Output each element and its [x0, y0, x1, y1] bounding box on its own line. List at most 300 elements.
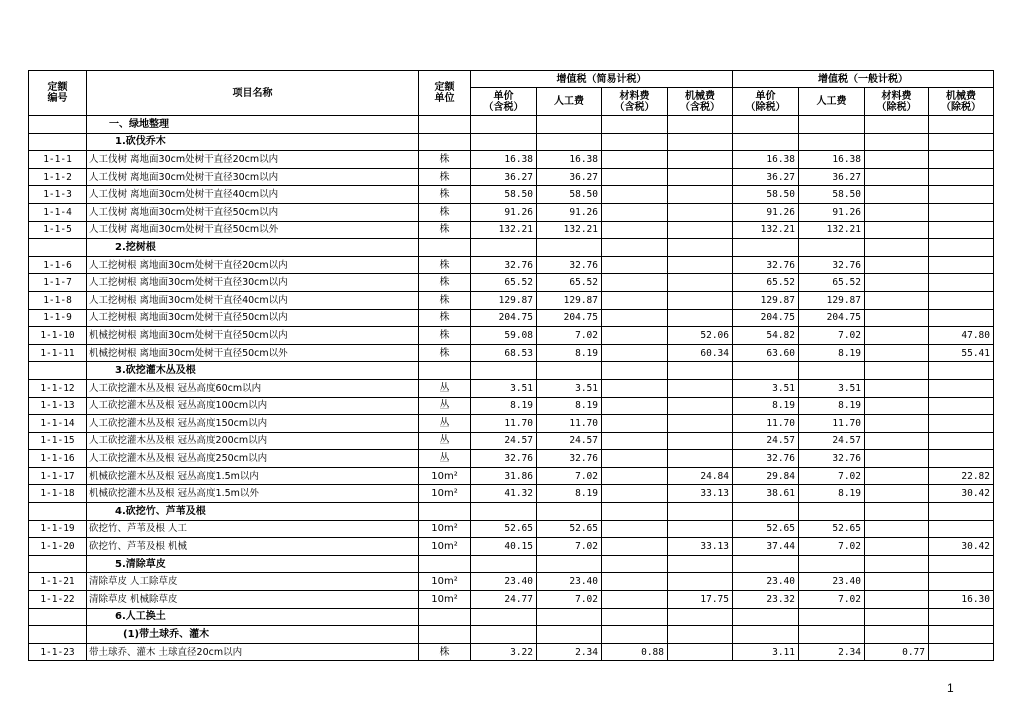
table-body — [29, 116, 994, 661]
item-name: 人工伐树 离地面30cm处树干直径50cm以外 — [87, 221, 419, 239]
value-cell — [537, 362, 602, 380]
item-name: 带土球乔、灌木 土球直径20cm以内 — [87, 643, 419, 661]
value-cell: 91.26 — [471, 203, 537, 221]
value-cell — [865, 274, 929, 292]
value-cell — [602, 186, 668, 204]
value-cell: 31.86 — [471, 467, 537, 485]
item-name: 人工挖树根 离地面30cm处树干直径50cm以内 — [87, 309, 419, 327]
quota-code: 1-1-21 — [29, 573, 87, 591]
unit-cell — [419, 626, 471, 644]
value-cell — [668, 643, 733, 661]
value-cell: 8.19 — [471, 397, 537, 415]
quota-code: 1-1-19 — [29, 520, 87, 538]
value-cell: 3.51 — [733, 379, 799, 397]
quota-unit: 10m² — [419, 467, 471, 485]
quota-unit: 丛 — [419, 397, 471, 415]
quota-unit: 株 — [419, 309, 471, 327]
table-row — [29, 485, 994, 503]
quota-code: 1-1-18 — [29, 485, 87, 503]
value-cell — [929, 239, 994, 257]
value-cell — [865, 608, 929, 626]
code-cell — [29, 503, 87, 521]
value-cell: 7.02 — [537, 538, 602, 556]
table-row — [29, 450, 994, 468]
quota-unit: 株 — [419, 168, 471, 186]
unit-cell — [419, 503, 471, 521]
value-cell: 41.32 — [471, 485, 537, 503]
value-cell: 7.02 — [799, 591, 865, 609]
value-cell: 7.02 — [537, 327, 602, 345]
value-cell — [929, 274, 994, 292]
value-cell — [602, 538, 668, 556]
quota-code: 1-1-4 — [29, 203, 87, 221]
section-row — [29, 133, 994, 151]
value-cell — [865, 555, 929, 573]
value-cell — [602, 573, 668, 591]
value-cell — [668, 379, 733, 397]
value-cell — [865, 467, 929, 485]
value-cell — [602, 291, 668, 309]
table-row — [29, 415, 994, 433]
value-cell — [865, 626, 929, 644]
value-cell: 204.75 — [733, 309, 799, 327]
value-cell: 132.21 — [733, 221, 799, 239]
value-cell — [471, 133, 537, 151]
section-row — [29, 362, 994, 380]
table-row — [29, 327, 994, 345]
value-cell — [602, 309, 668, 327]
value-cell — [668, 520, 733, 538]
value-cell — [733, 116, 799, 134]
item-name: 机械挖树根 离地面30cm处树干直径50cm以外 — [87, 344, 419, 362]
unit-cell — [419, 608, 471, 626]
general-col-header: 单价 （除税） — [733, 88, 799, 116]
quota-unit: 10m² — [419, 485, 471, 503]
table-row — [29, 203, 994, 221]
table-row — [29, 432, 994, 450]
value-cell — [865, 239, 929, 257]
value-cell: 58.50 — [471, 186, 537, 204]
value-cell: 8.19 — [799, 485, 865, 503]
value-cell — [537, 116, 602, 134]
value-cell — [668, 503, 733, 521]
simple-col-header: 材料费 （含税） — [602, 88, 668, 116]
section-row — [29, 239, 994, 257]
section-title: 5.清除草皮 — [87, 555, 419, 573]
quota-unit: 株 — [419, 203, 471, 221]
header-simple-tax: 增值税（简易计税） — [471, 71, 733, 88]
value-cell: 23.40 — [733, 573, 799, 591]
value-cell: 8.19 — [799, 344, 865, 362]
value-cell: 132.21 — [471, 221, 537, 239]
value-cell: 37.44 — [733, 538, 799, 556]
value-cell: 36.27 — [733, 168, 799, 186]
quota-unit: 丛 — [419, 450, 471, 468]
value-cell: 24.57 — [471, 432, 537, 450]
table-row — [29, 467, 994, 485]
value-cell — [668, 168, 733, 186]
value-cell: 24.57 — [537, 432, 602, 450]
value-cell — [537, 503, 602, 521]
value-cell — [602, 591, 668, 609]
value-cell: 32.76 — [799, 450, 865, 468]
value-cell: 3.51 — [799, 379, 865, 397]
value-cell — [865, 520, 929, 538]
simple-col-header: 机械费 （含税） — [668, 88, 733, 116]
value-cell — [602, 256, 668, 274]
value-cell: 8.19 — [733, 397, 799, 415]
code-cell — [29, 362, 87, 380]
value-cell: 32.76 — [733, 450, 799, 468]
value-cell: 52.65 — [471, 520, 537, 538]
value-cell: 7.02 — [537, 591, 602, 609]
value-cell — [602, 379, 668, 397]
value-cell — [865, 133, 929, 151]
table-row — [29, 344, 994, 362]
simple-col-header: 人工费 — [537, 88, 602, 116]
item-name: 人工伐树 离地面30cm处树干直径30cm以内 — [87, 168, 419, 186]
quota-code: 1-1-20 — [29, 538, 87, 556]
value-cell — [668, 256, 733, 274]
value-cell — [602, 151, 668, 169]
value-cell — [602, 485, 668, 503]
value-cell — [865, 415, 929, 433]
header-general-tax: 增值税（一般计税） — [733, 71, 994, 88]
value-cell — [929, 608, 994, 626]
value-cell — [929, 555, 994, 573]
value-cell — [865, 203, 929, 221]
item-name: 机械挖树根 离地面30cm处树干直径50cm以内 — [87, 327, 419, 345]
value-cell — [471, 626, 537, 644]
value-cell — [668, 309, 733, 327]
quota-code: 1-1-3 — [29, 186, 87, 204]
value-cell — [668, 151, 733, 169]
code-cell — [29, 626, 87, 644]
value-cell — [799, 503, 865, 521]
value-cell — [668, 221, 733, 239]
value-cell — [602, 362, 668, 380]
value-cell: 40.15 — [471, 538, 537, 556]
value-cell: 8.19 — [537, 344, 602, 362]
value-cell — [929, 151, 994, 169]
value-cell: 3.22 — [471, 643, 537, 661]
value-cell — [602, 608, 668, 626]
value-cell: 22.82 — [929, 467, 994, 485]
section-row — [29, 608, 994, 626]
table-row — [29, 520, 994, 538]
value-cell — [799, 626, 865, 644]
value-cell — [602, 450, 668, 468]
value-cell: 24.77 — [471, 591, 537, 609]
value-cell: 30.42 — [929, 538, 994, 556]
value-cell — [929, 291, 994, 309]
value-cell — [668, 116, 733, 134]
quota-unit: 株 — [419, 256, 471, 274]
value-cell — [865, 591, 929, 609]
value-cell — [537, 626, 602, 644]
quota-code: 1-1-5 — [29, 221, 87, 239]
section-row — [29, 116, 994, 134]
value-cell — [865, 450, 929, 468]
value-cell: 132.21 — [799, 221, 865, 239]
value-cell: 24.57 — [799, 432, 865, 450]
code-cell — [29, 608, 87, 626]
value-cell — [602, 203, 668, 221]
item-name: 人工砍挖灌木丛及根 冠丛高度60cm以内 — [87, 379, 419, 397]
value-cell: 23.32 — [733, 591, 799, 609]
value-cell: 7.02 — [799, 467, 865, 485]
value-cell: 7.02 — [799, 327, 865, 345]
value-cell — [602, 239, 668, 257]
value-cell — [668, 133, 733, 151]
value-cell: 24.57 — [733, 432, 799, 450]
quota-unit: 株 — [419, 274, 471, 292]
value-cell — [471, 362, 537, 380]
table-row — [29, 309, 994, 327]
general-col-header: 机械费 （除税） — [929, 88, 994, 116]
value-cell — [733, 503, 799, 521]
value-cell — [668, 186, 733, 204]
table-row — [29, 573, 994, 591]
quota-code: 1-1-1 — [29, 151, 87, 169]
table-row — [29, 591, 994, 609]
quota-unit: 丛 — [419, 415, 471, 433]
value-cell — [865, 573, 929, 591]
value-cell: 24.84 — [668, 467, 733, 485]
value-cell — [668, 274, 733, 292]
quota-code: 1-1-11 — [29, 344, 87, 362]
value-cell: 129.87 — [537, 291, 602, 309]
value-cell — [668, 555, 733, 573]
value-cell: 16.38 — [471, 151, 537, 169]
section-title: 4.砍挖竹、芦苇及根 — [87, 503, 419, 521]
value-cell — [865, 221, 929, 239]
value-cell: 11.70 — [799, 415, 865, 433]
quota-code: 1-1-10 — [29, 327, 87, 345]
value-cell — [929, 379, 994, 397]
general-col-header: 材料费 （除税） — [865, 88, 929, 116]
section-row — [29, 555, 994, 573]
value-cell — [602, 327, 668, 345]
value-cell — [602, 467, 668, 485]
item-name: 人工挖树根 离地面30cm处树干直径40cm以内 — [87, 291, 419, 309]
value-cell — [537, 608, 602, 626]
value-cell: 65.52 — [471, 274, 537, 292]
header-unit: 定额 单位 — [419, 71, 471, 116]
item-name: 砍挖竹、芦苇及根 机械 — [87, 538, 419, 556]
quota-unit: 株 — [419, 327, 471, 345]
item-name: 机械砍挖灌木丛及根 冠丛高度1.5m以内 — [87, 467, 419, 485]
item-name: 人工挖树根 离地面30cm处树干直径20cm以内 — [87, 256, 419, 274]
value-cell — [602, 397, 668, 415]
value-cell — [668, 608, 733, 626]
value-cell: 11.70 — [471, 415, 537, 433]
value-cell: 16.30 — [929, 591, 994, 609]
value-cell: 47.80 — [929, 327, 994, 345]
code-cell — [29, 116, 87, 134]
page-number: 1 — [947, 681, 954, 695]
value-cell: 52.65 — [733, 520, 799, 538]
quota-code: 1-1-12 — [29, 379, 87, 397]
section-title: (1)带土球乔、灌木 — [87, 626, 419, 644]
general-col-header: 人工费 — [799, 88, 865, 116]
value-cell: 23.40 — [799, 573, 865, 591]
quota-unit: 株 — [419, 643, 471, 661]
value-cell: 8.19 — [799, 397, 865, 415]
code-cell — [29, 239, 87, 257]
item-name: 人工砍挖灌木丛及根 冠丛高度100cm以内 — [87, 397, 419, 415]
value-cell: 129.87 — [733, 291, 799, 309]
item-name: 机械砍挖灌木丛及根 冠丛高度1.5m以外 — [87, 485, 419, 503]
value-cell: 33.13 — [668, 485, 733, 503]
unit-cell — [419, 555, 471, 573]
value-cell: 58.50 — [733, 186, 799, 204]
value-cell: 0.88 — [602, 643, 668, 661]
section-title: 3.砍挖灌木丛及根 — [87, 362, 419, 380]
value-cell: 8.19 — [537, 485, 602, 503]
value-cell — [865, 397, 929, 415]
item-name: 清除草皮 机械除草皮 — [87, 591, 419, 609]
item-name: 人工挖树根 离地面30cm处树干直径30cm以内 — [87, 274, 419, 292]
value-cell — [865, 344, 929, 362]
value-cell — [668, 362, 733, 380]
value-cell — [602, 626, 668, 644]
value-cell — [668, 450, 733, 468]
value-cell: 32.76 — [471, 256, 537, 274]
quota-code: 1-1-15 — [29, 432, 87, 450]
value-cell: 52.06 — [668, 327, 733, 345]
simple-col-header: 单价 （含税） — [471, 88, 537, 116]
value-cell — [602, 344, 668, 362]
table-row — [29, 397, 994, 415]
value-cell — [929, 520, 994, 538]
value-cell: 68.53 — [471, 344, 537, 362]
value-cell — [929, 626, 994, 644]
value-cell: 16.38 — [537, 151, 602, 169]
table-row — [29, 643, 994, 661]
quota-code: 1-1-14 — [29, 415, 87, 433]
quota-unit: 株 — [419, 186, 471, 204]
value-cell — [865, 327, 929, 345]
value-cell: 59.08 — [471, 327, 537, 345]
quota-code: 1-1-16 — [29, 450, 87, 468]
value-cell — [602, 116, 668, 134]
quota-code: 1-1-17 — [29, 467, 87, 485]
value-cell: 204.75 — [537, 309, 602, 327]
value-cell — [537, 555, 602, 573]
value-cell — [602, 503, 668, 521]
quota-unit: 丛 — [419, 432, 471, 450]
quota-code: 1-1-6 — [29, 256, 87, 274]
value-cell — [865, 503, 929, 521]
value-cell — [799, 608, 865, 626]
value-cell: 91.26 — [733, 203, 799, 221]
value-cell — [929, 186, 994, 204]
value-cell — [471, 608, 537, 626]
value-cell — [733, 239, 799, 257]
value-cell: 3.11 — [733, 643, 799, 661]
value-cell: 7.02 — [799, 538, 865, 556]
table-row — [29, 379, 994, 397]
value-cell: 204.75 — [471, 309, 537, 327]
value-cell — [537, 133, 602, 151]
value-cell: 65.52 — [537, 274, 602, 292]
value-cell: 32.76 — [799, 256, 865, 274]
value-cell: 58.50 — [799, 186, 865, 204]
value-cell: 7.02 — [537, 467, 602, 485]
value-cell: 36.27 — [537, 168, 602, 186]
value-cell: 16.38 — [733, 151, 799, 169]
section-title: 2.挖树根 — [87, 239, 419, 257]
quota-unit: 10m² — [419, 520, 471, 538]
value-cell — [929, 133, 994, 151]
value-cell — [929, 116, 994, 134]
value-cell — [799, 362, 865, 380]
value-cell — [799, 239, 865, 257]
value-cell: 32.76 — [733, 256, 799, 274]
header-code: 定额 编号 — [29, 71, 87, 116]
quota-unit: 株 — [419, 151, 471, 169]
value-cell: 3.51 — [537, 379, 602, 397]
value-cell: 36.27 — [471, 168, 537, 186]
value-cell: 11.70 — [733, 415, 799, 433]
value-cell — [929, 503, 994, 521]
quota-unit: 10m² — [419, 573, 471, 591]
value-cell — [929, 397, 994, 415]
value-cell: 30.42 — [929, 485, 994, 503]
quota-unit: 株 — [419, 344, 471, 362]
value-cell — [865, 256, 929, 274]
value-cell: 8.19 — [537, 397, 602, 415]
quota-code: 1-1-13 — [29, 397, 87, 415]
value-cell — [929, 643, 994, 661]
value-cell — [799, 555, 865, 573]
value-cell: 17.75 — [668, 591, 733, 609]
value-cell — [865, 485, 929, 503]
value-cell — [668, 432, 733, 450]
item-name: 人工砍挖灌木丛及根 冠丛高度200cm以内 — [87, 432, 419, 450]
section-row — [29, 503, 994, 521]
value-cell: 16.38 — [799, 151, 865, 169]
table-row — [29, 221, 994, 239]
code-cell — [29, 133, 87, 151]
value-cell — [668, 573, 733, 591]
value-cell: 65.52 — [733, 274, 799, 292]
table-row — [29, 538, 994, 556]
value-cell — [865, 168, 929, 186]
value-cell: 32.76 — [471, 450, 537, 468]
value-cell: 3.51 — [471, 379, 537, 397]
value-cell: 52.65 — [799, 520, 865, 538]
quota-code: 1-1-22 — [29, 591, 87, 609]
item-name: 清除草皮 人工除草皮 — [87, 573, 419, 591]
unit-cell — [419, 239, 471, 257]
item-name: 人工砍挖灌木丛及根 冠丛高度250cm以内 — [87, 450, 419, 468]
value-cell: 129.87 — [799, 291, 865, 309]
value-cell: 29.84 — [733, 467, 799, 485]
value-cell: 2.34 — [799, 643, 865, 661]
value-cell: 32.76 — [537, 450, 602, 468]
item-name: 人工伐树 离地面30cm处树干直径50cm以内 — [87, 203, 419, 221]
quota-code: 1-1-2 — [29, 168, 87, 186]
value-cell: 204.75 — [799, 309, 865, 327]
value-cell — [733, 608, 799, 626]
quota-code: 1-1-23 — [29, 643, 87, 661]
table-row — [29, 168, 994, 186]
value-cell — [929, 450, 994, 468]
value-cell: 60.34 — [668, 344, 733, 362]
value-cell: 38.61 — [733, 485, 799, 503]
